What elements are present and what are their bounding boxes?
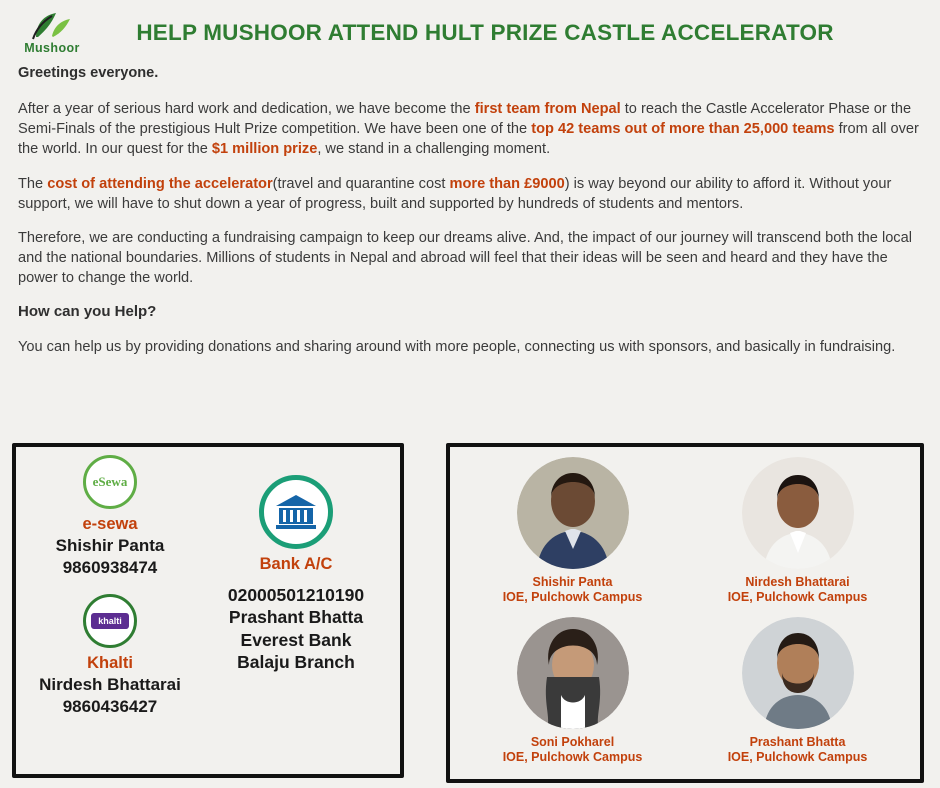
team-member	[685, 453, 910, 613]
avatar	[742, 457, 854, 569]
member-name: Soni Pokharel	[530, 735, 615, 749]
khalti-logo-icon: khalti	[83, 594, 137, 648]
khalti-block	[22, 594, 198, 717]
member-name: Shishir Panta	[532, 575, 613, 589]
khalti-account-name: Nirdesh Bhattarai	[39, 675, 181, 694]
bank-label: Bank A/C	[259, 555, 333, 573]
p1-highlight3: $1 million prize	[211, 141, 318, 158]
esewa-block	[22, 455, 198, 578]
bank-name: Everest Bank	[240, 629, 352, 650]
p2-highlight1: cost of attending the accelerator	[47, 175, 273, 192]
avatar	[517, 457, 629, 569]
team-member	[685, 613, 910, 773]
member-org: IOE, Pulchowk Campus	[727, 750, 868, 764]
p2-seg1: The	[18, 175, 48, 192]
wallet-column	[22, 455, 198, 717]
page-header	[0, 0, 940, 61]
khalti-label: Khalti	[87, 654, 133, 672]
esewa-logo-icon: eSewa	[83, 455, 137, 509]
brand-logo	[14, 10, 90, 55]
bank-branch: Balaju Branch	[237, 652, 355, 673]
team-member	[460, 613, 685, 773]
member-name: Nirdesh Bhattarai	[745, 575, 850, 589]
paragraph-1	[18, 99, 922, 159]
article-body	[0, 61, 940, 357]
team-panel	[446, 443, 924, 783]
bank-account-number: 02000501210190	[227, 585, 365, 605]
member-org: IOE, Pulchowk Campus	[502, 750, 643, 764]
page-title: HELP MUSHOOR ATTEND HULT PRIZE CASTLE ACCELERATOR	[136, 19, 834, 45]
p1-highlight1: first team from Nepal	[474, 101, 621, 118]
bank-column	[198, 455, 394, 717]
esewa-account-number: 9860938474	[62, 558, 158, 577]
paragraph-3: Therefore, we are conducting a fundraising campaign to keep our dreams alive. And, the impact of our journey will transcend both the local and the national boundaries. Millions of students in Nepal and abroad will feel that their ideas will be seen and heard and they have the power to change the world.	[18, 229, 912, 286]
divider-space	[22, 578, 198, 594]
p2-highlight2: more than £9000	[449, 175, 565, 192]
avatar	[517, 617, 629, 729]
paragraph-2	[18, 174, 922, 214]
p1-seg1: After a year of serious hard work and dedication, we have become the	[18, 101, 475, 118]
greeting-text: Greetings everyone.	[18, 65, 159, 81]
p2-seg3: ) is way beyond our ability to afford it. Without your support, we will have to shut down a year of progress, built and supported by hundreds of students and mentors.	[18, 175, 892, 212]
p1-seg2: to reach the Castle Accelerator Phase or the Semi-Finals of the prestigious Hult Prize competition. We have been one of the	[18, 101, 912, 138]
member-name: Prashant Bhatta	[749, 735, 846, 749]
team-member	[460, 453, 685, 613]
p1-seg4: , we stand in a challenging moment.	[317, 141, 551, 158]
esewa-label: e-sewa	[82, 515, 138, 533]
member-org: IOE, Pulchowk Campus	[502, 590, 643, 604]
leaf-icon	[30, 10, 74, 40]
p1-seg3: from all over the world. In our quest for the	[18, 121, 919, 158]
p1-highlight2: top 42 teams out of more than 25,000 teams	[531, 121, 835, 138]
esewa-account-name: Shishir Panta	[55, 536, 165, 555]
khalti-account-number: 9860436427	[62, 697, 158, 716]
brand-name: Mushoor	[24, 41, 80, 55]
member-org: IOE, Pulchowk Campus	[727, 590, 868, 604]
paragraph-4: You can help us by providing donations and sharing around with more people, connecting us with sponsors, and basically in fundraising.	[18, 338, 896, 355]
bank-icon	[259, 475, 333, 549]
avatar	[742, 617, 854, 729]
payment-details-panel	[12, 443, 404, 778]
bank-account-holder: Prashant Bhatta	[228, 607, 364, 628]
lower-panels	[0, 443, 940, 783]
p2-seg2: (travel and quarantine cost	[272, 175, 450, 192]
section-subheading: How can you Help?	[18, 303, 157, 321]
